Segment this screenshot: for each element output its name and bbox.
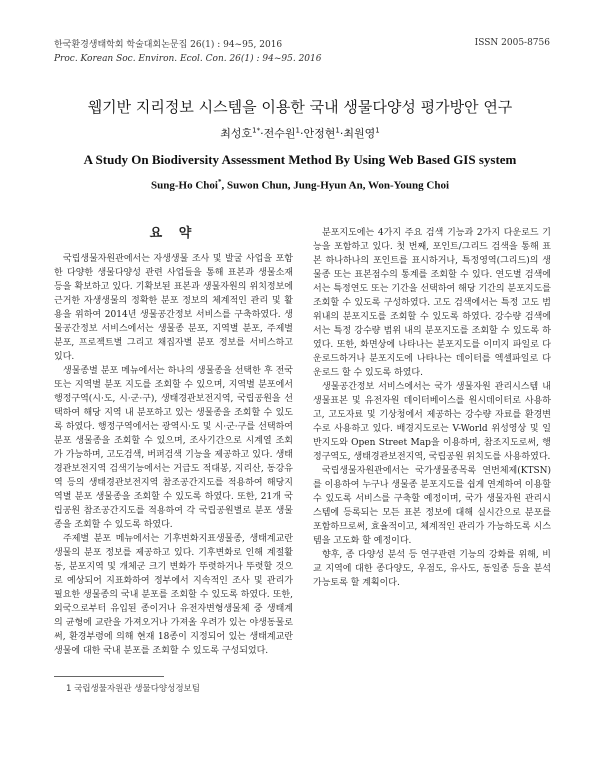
affiliation-mark: 1 [295,126,300,135]
journal-name-ko: 한국환경생태학회 학술대회논문집 26(1) : 94~95, 2016 [54,40,283,50]
author-name: 전수원 [263,127,296,140]
body-paragraph: 주제별 분포 메뉴에서는 기후변화지표생물종, 생태계교란생물의 분포 정보를 제공하고 있다. 기후변화로 인해 계절활동, 분포지역 및 개체군 크기 변화가 뚜렷하거나 뚜렷할 것으로 예상되어 지표화하여 정부에서 지속적인 조사 및 관리가 필요한 생물종의 국내 분포를 조회할 수 있도록 하였다. 또한, 외국으로부터 유입된 종이거나 유전자변형생물체 중 생태계의 균형에 교란을 가져오거나 가져올 우려가 있는 야생동물로써, 환경부령에 의해 현재 18종이 지정되어 있는 생태계교란생물에 대한 국내 분포를 조회할 수 있도록 구성되었다. [54,534,293,656]
author-name: 최성호 [220,127,253,140]
title-english: A Study On Biodiversity Assessment Method By Using Web Based GIS system [83,152,517,167]
author-name: 최원영 [343,127,376,140]
journal-name-en: Proc. Korean Soc. Environ. Ecol. Con. 26(1) : 94~95. 2016 [54,54,322,64]
corresponding-mark: * [217,178,222,186]
footnote: 1 국립생물자원관 생물다양성정보팀 [66,684,200,694]
title-korean: 웹기반 지리정보 시스템을 이용한 국내 생물다양성 평가방안 연구 [87,98,513,116]
affiliation-mark: 1 [375,126,380,135]
left-column [54,252,293,658]
affiliation-mark: 1* [252,126,261,135]
first-author: Sung-Ho Choi [151,179,218,192]
body-paragraph: 국립생물자원관에서는 자생생물 조사 및 발굴 사업을 포함한 다양한 생물다양성 관련 사업들을 통해 표본과 생물소재 등을 확보하고 있다. 기확보된 표본과 생물자원의 위치정보에 근거한 자생생물의 정확한 분포 정보의 체계적인 관리 및 활용을 위하여 2014년 생물공간정보 서비스를 구축하였다. 생물공간정보 서비스에서는 생물종 분포, 지역별 분포, 주제별 분포, 프로젝트별 그리고 채집자별 분포 정보를 서비스하고 있다. [54,254,293,362]
authors-korean: 최성호$^{1*}$·전수원$^1$·안정현$^1$·최원영$^1$ [220,126,380,140]
author-name: 안정현 [303,127,336,140]
authors-english [0,178,600,192]
body-paragraph: 분포지도에는 4가지 주요 검색 기능과 2가지 다운로드 기능을 포함하고 있다. 첫 번째, 포인트/그리드 검색을 통해 표본 하나하나의 포인트를 표시하거나, 특정영역(그리드)의 생물종 또는 표본점수의 통계를 조회할 수 있다. 연도별 검색에서는 특정연도 또는 기간을 선택하여 해당 기간의 분포지도를 조회할 수 있도록 구성하였다. 고도 검색에서는 특정 고도 범위내의 분포지도를 조회할 수 있도록 하였다. 강수량 검색에서는 특정 강수량 범위 내의 분포지도를 조회할 수 있도록 하였다. 또한, 화면상에 나타나는 분포지도를 이미지 파일로 다운로드하거나 분포지도에 나타나는 데이터를 엑셀파일로 다운로드 할 수 있도록 하였다. [313,228,551,378]
abstract-heading: 요 약 [149,226,198,241]
body-paragraph: 향후, 종 다양성 분석 등 연구관련 기능의 강화를 위해, 비교 지역에 대한 종다양도, 우점도, 유사도, 동일종 등을 분석 가능토록 할 계획이다. [313,550,551,588]
body-paragraph: 생물공간정보 서비스에서는 국가 생물자원 관리시스템 내 생물표본 및 유전자원 데이터베이스를 원시데이터로 사용하고, 고도자료 및 기상청에서 제공하는 강수량 자료를 환경변수로 사용하고 있다. 배경지도로는 V-World 위성영상 및 일반지도와 Open Street Map을 이용하며, 참조지도로써, 행정구역도, 생태경관보전지역, 국립공원 위치도를 사용하였다. [313,382,551,462]
issn: ISSN 2005-8756 [474,38,550,48]
right-column [313,226,551,590]
other-authors: , Suwon Chun, Jung-Hyun An, Won-Young Choi [221,179,449,192]
body-paragraph: 생물종별 분포 메뉴에서는 하나의 생물종을 선택한 후 전국 또는 지역별 분포 지도를 조회할 수 있으며, 지역별 분포에서 행정구역(시·도, 시·군·구), 생태경관보전지역, 국립공원을 선택하여 해당 지역 내 분포하고 있는 생물종을 조회할 수 있도록 하였다. 행정구역에서는 광역시·도 및 시·군·구를 선택하여 분포 생물종을 조회할 수 있으며, 조사기간으로 시계열 조회가 가능하며, 고도검색, 버퍼검색 기능을 제공하고 있다. 생태경관보전지역 검색기능에서는 거급도 적대봉, 지리산, 동강유역 등의 생태경관보전지역 참조공간지도를 적용하여 해당지역별 분포 생물종을 조회할 수 있도록 하였다. 또한, 21개 국립공원 참조공간지도를 적용하여 각 국립공원별로 분포 생물종을 조회할 수 있도록 하였다. [54,366,293,530]
journal-header [54,38,321,66]
affiliation-mark: 1 [335,126,340,135]
body-paragraph: 국립생물자원관에서는 국가생물종목록 연번체제(KTSN)를 이용하여 누구나 생물종 분포지도를 쉽게 연계하여 이용할 수 있도록 서비스를 구축할 예정이며, 국가 생물자원 관리시스템에 등록되는 모든 표본 정보에 대해 실시간으로 분포를 포함하므로써, 효율적이고, 체계적인 관리가 가능하도록 시스템을 고도화 할 예정이다. [313,466,551,546]
footnote-divider [54,676,164,677]
